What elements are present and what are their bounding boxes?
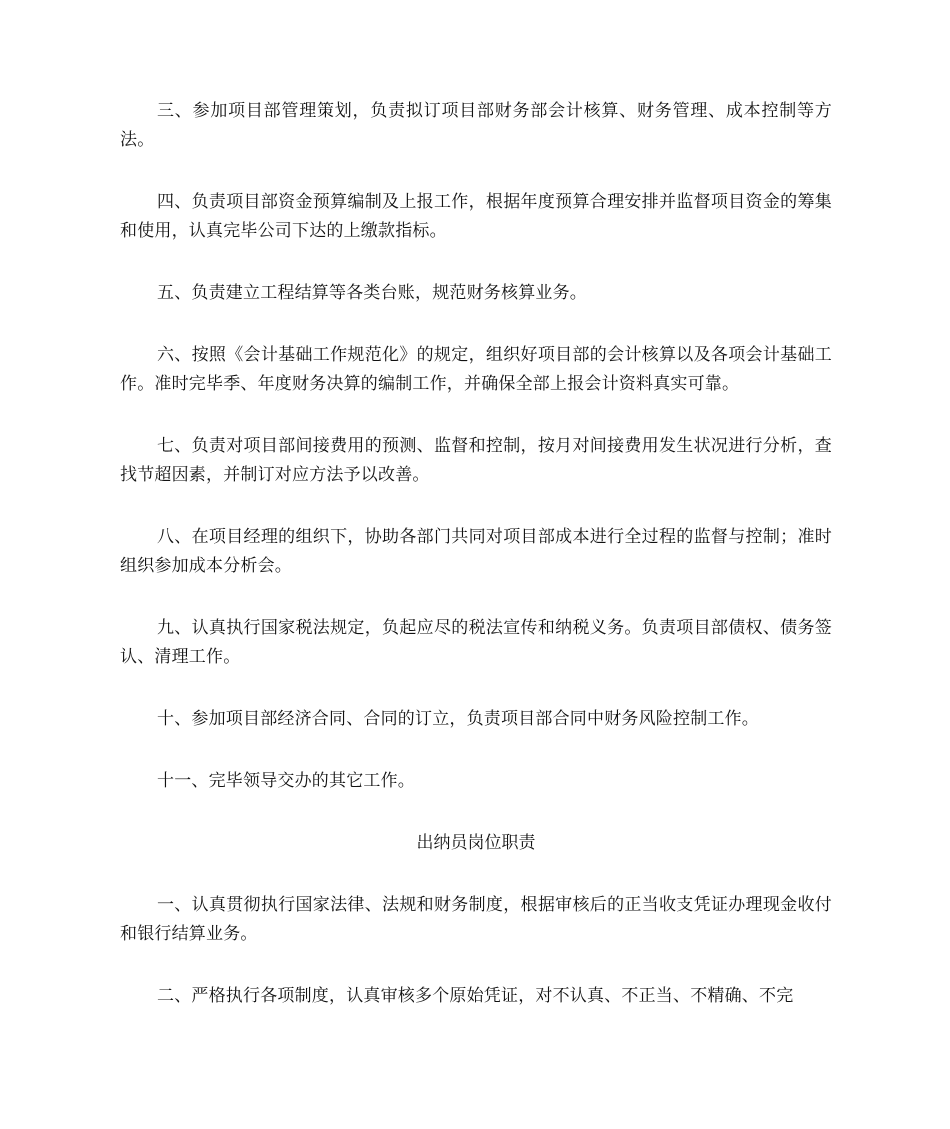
cashier-paragraph-2: 二、严格执行各项制度，认真审核多个原始凭证，对不认真、不正当、不精确、不完 bbox=[157, 986, 794, 1006]
paragraph-11: 十一、完毕领导交办的其它工作。 bbox=[157, 771, 415, 791]
paragraph-7: 七、负责对项目部间接费用的预测、监督和控制，按月对间接费用发生状况进行分析，查找节超因素，并制订对应方法予以改善。 bbox=[120, 436, 832, 485]
paragraph-8: 八、在项目经理的组织下，协助各部门共同对项目部成本进行全过程的监督与控制；准时组织参加成本分析会。 bbox=[120, 527, 832, 576]
paragraph-9: 九、认真执行国家税法规定，负起应尽的税法宣传和纳税义务。负责项目部债权、债务签认、清理工作。 bbox=[120, 618, 832, 667]
paragraph-5: 五、负责建立工程结算等各类台账，规范财务核算业务。 bbox=[157, 283, 587, 303]
paragraph-10: 十、参加项目部经济合同、合同的订立，负责项目部合同中财务风险控制工作。 bbox=[157, 709, 759, 729]
section-heading: 出纳员岗位职责 bbox=[416, 833, 536, 853]
paragraph-4: 四、负责项目部资金预算编制及上报工作，根据年度预算合理安排并监督项目资金的筹集和使用，认真完毕公司下达的上缴款指标。 bbox=[120, 192, 832, 241]
document-page bbox=[120, 97, 832, 1044]
paragraph-3: 三、参加项目部管理策划，负责拟订项目部财务部会计核算、财务管理、成本控制等方法。 bbox=[120, 101, 832, 150]
cashier-paragraph-1: 一、认真贯彻执行国家法律、法规和财务制度，根据审核后的正当收支凭证办理现金收付和银行结算业务。 bbox=[120, 895, 832, 944]
paragraph-6: 六、按照《会计基础工作规范化》的规定，组织好项目部的会计核算以及各项会计基础工作。准时完毕季、年度财务决算的编制工作，并确保全部上报会计资料真实可靠。 bbox=[120, 345, 832, 394]
